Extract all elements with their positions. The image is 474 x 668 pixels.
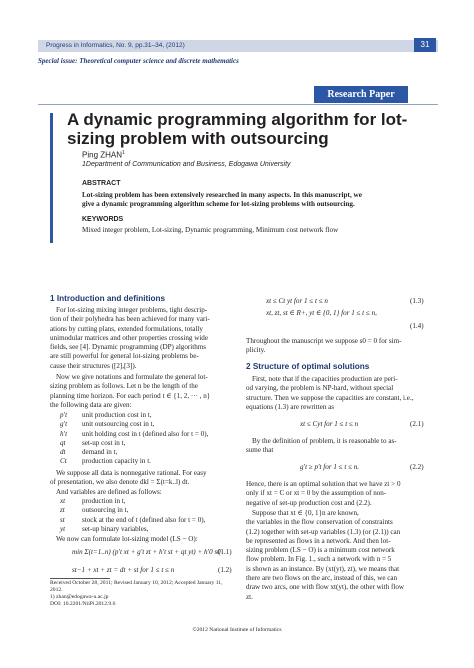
title-accent-bar — [50, 113, 53, 243]
def-value: unit outsourcing cost in t, — [82, 420, 155, 429]
def-key: xt — [60, 497, 66, 505]
header-rule — [38, 104, 438, 105]
equation-1-1-number: (1.1) — [218, 548, 232, 556]
definition-row — [60, 448, 240, 457]
left-paragraph-2 — [50, 373, 238, 410]
footnote-line: 1) zhan@edogawa-u.ac.jp — [50, 594, 109, 600]
text-line: sizing problem (LS − O) is a minimum cost network — [246, 546, 395, 555]
text-line: cause their structures ([2],[3]). — [50, 361, 137, 370]
def-value: stock at the end of t (defined also for t = 0), — [82, 515, 206, 524]
text-line: structure. Then we suppose the capacities are constant, i.e., — [246, 393, 414, 402]
text-line: For lot-sizing mixing integer problems, tight descrip- — [56, 306, 208, 314]
text-line: draw two arcs, one with flow xt(yt), the other with flow — [246, 583, 404, 592]
equation-2-1-number: (2.1) — [410, 420, 424, 428]
text-line: Now we give notations and formulate the general lot- — [56, 373, 208, 381]
definition-row — [60, 516, 240, 525]
right-paragraph-2 — [246, 375, 434, 412]
text-line: fields, see [4]. Dynamic programming (DP) algorithms — [50, 343, 207, 352]
keywords-text: Mixed integer problem, Lot-sizing, Dynamic programming, Minimum cost network flow — [82, 226, 339, 234]
text-line: Suppose that xt ∈ {0, 1}n are known, — [252, 509, 359, 517]
equation-2-1: xt ≤ Cyt for 1 ≤ t ≤ n — [300, 420, 359, 428]
text-line: Throughout the manuscript we suppose s0 = 0 for sim- — [246, 337, 402, 345]
text-line: planning time horizon. For each period t ∈ {1, 2, ··· , n} — [50, 391, 211, 400]
text-line: of presentation, we also denote dkl = Σ(t=k..l) dt. — [50, 478, 190, 487]
def-value: unit holding cost in t (defined also for t = 0), — [82, 429, 209, 438]
text-line: od varying, the problem is NP-hard, without special — [246, 384, 394, 393]
definition-row — [60, 420, 240, 429]
text-line: sizing problem as follows. Let n be the length of the — [50, 382, 198, 391]
text-line: be represented as flows in a network. And then lot- — [246, 536, 391, 545]
def-key: h't — [60, 429, 68, 438]
equation-2-2: g't ≥ p't for 1 ≤ t ≤ n. — [300, 463, 360, 471]
text-line: equations (1.3) are rewritten as — [246, 402, 335, 411]
equation-2-2-number: (2.2) — [410, 463, 424, 471]
left-paragraph-3 — [50, 469, 238, 497]
article-type-badge: Research Paper — [314, 86, 408, 103]
text-line: Hence, there is an optimal solution that we have zt > 0 — [246, 480, 401, 488]
def-value: set-up binary variables, — [82, 524, 149, 533]
text-line: unimodular matrices and other properties crossing wide — [50, 333, 208, 342]
definition-row — [60, 439, 240, 448]
paper-title: A dynamic programming algorithm for lot-sizing problem with outsourcing — [67, 110, 408, 148]
def-value: demand in t, — [82, 448, 118, 457]
author-affiliation: 1Department of Communication and Business, Edogawa University — [82, 161, 291, 168]
copyright-footer: ©2012 National Institute of Informatics — [192, 627, 282, 633]
abstract-heading: ABSTRACT — [82, 180, 121, 187]
text-line: the variables in the flow conservation of constraints — [246, 518, 393, 527]
definition-row — [60, 525, 240, 534]
author-name — [82, 150, 125, 160]
def-value: unit production cost in t, — [82, 411, 152, 419]
text-line: only if xt = C or xt = 0 by the assumption of non- — [246, 489, 387, 498]
data-definitions — [60, 411, 240, 467]
keywords-heading: KEYWORDS — [82, 216, 124, 223]
text-line: By the definition of problem, it is reasonable to as- — [252, 437, 397, 445]
left-paragraph-1 — [50, 306, 238, 371]
text-line: First, note that if the capacities production are peri- — [252, 375, 398, 383]
def-key: g't — [60, 420, 68, 429]
section-1-heading: 1 Introduction and definitions — [50, 294, 166, 303]
section-2-heading: 2 Structure of optimal solutions — [246, 362, 370, 371]
text-line: sume that — [246, 446, 274, 455]
abstract-line-2: give a dynamic programming algorithm scheme for lot-sizing problems with outsourcing. — [82, 200, 355, 208]
text-line: are still powerful for general lot-sizing problems be- — [50, 352, 199, 361]
journal-citation: Progress in Informatics, No. 9, pp.31–34, (2012) — [46, 42, 185, 49]
equation-1-3-number: (1.3) — [410, 297, 424, 305]
author-name-text: Ping ZHAN — [82, 150, 123, 160]
text-line: is shown as an instance. By (xt(yt), zt), we means that — [246, 564, 400, 573]
right-paragraph-3 — [246, 437, 434, 456]
definition-row — [60, 411, 240, 420]
equation-1-4-number: (1.4) — [410, 322, 424, 330]
def-key: st — [60, 515, 65, 524]
right-paragraph-1 — [246, 337, 434, 356]
text-line: there are two flows on the arc, instead of this, we can — [246, 574, 398, 583]
footnotes — [50, 580, 240, 608]
equation-1-2-number: (1.2) — [218, 566, 232, 574]
text-line: negative of set-up production cost and (2.2). — [246, 498, 372, 507]
def-key: qt — [60, 438, 66, 447]
variable-definitions — [60, 497, 240, 534]
text-line: flow problem. In Fig. 1., such a network with n = 5 — [246, 555, 392, 564]
right-paragraph-4 — [246, 480, 434, 508]
author-sup: 1 — [122, 150, 125, 156]
def-key: zt — [60, 506, 65, 515]
equation-1-1: min Σ(t=1..n) (p't xt + g't zt + h't st + qt yt) + h'0 s0 — [72, 548, 221, 556]
text-line: We suppose all data is nonnegative rational. For easy — [56, 469, 207, 477]
definition-row — [60, 457, 240, 466]
text-line: ations by cutting plans, extended formulations, totally — [50, 324, 203, 333]
left-paragraph-4: We now can formulate lot-sizing model (LS − O): — [56, 535, 198, 543]
footnote-line: Received October 28, 2011; Revised January 10, 2012; Accepted January 11, — [50, 580, 223, 586]
def-key: yt — [60, 524, 66, 533]
text-line: (1.2) together with set-up variables (1.3) (or (2.1)) can — [246, 527, 401, 536]
text-line: plicity. — [246, 346, 266, 355]
footnote-line: DOI: 10.2201/NiiPi.2012.9.6 — [50, 601, 116, 607]
footnote-line: 2012. — [50, 587, 63, 593]
text-line: zt. — [246, 592, 253, 601]
abstract-line-1: Lot-sizing problem has been extensively researched in many aspects. In this manuscript, we — [82, 191, 362, 199]
definition-row — [60, 506, 240, 515]
def-key: Ct — [60, 457, 67, 466]
right-paragraph-5 — [246, 509, 434, 602]
equation-1-4: xt, zt, st ∈ R+, yt ∈ {0, 1} for 1 ≤ t ≤ n, — [266, 309, 377, 317]
text-line: And variables are defined as follows: — [56, 487, 162, 496]
special-issue-line: Special issue: Theoretical computer science and discrete mathematics — [38, 57, 239, 65]
def-value: production in t, — [82, 497, 126, 505]
footnote-rule — [50, 578, 110, 579]
page-number: 31 — [414, 38, 436, 52]
equation-1-2: st−1 + xt + zt = dt + st for 1 ≤ t ≤ n — [72, 566, 175, 574]
definition-row — [60, 497, 240, 506]
def-key: p't — [60, 411, 68, 419]
equation-1-3: xt ≤ Ct yt for 1 ≤ t ≤ n — [266, 297, 328, 305]
def-key: dt — [60, 448, 66, 457]
text-line: tion of their polyhedra has been achieved for many vari- — [50, 315, 210, 324]
def-value: outsourcing in t, — [82, 506, 129, 515]
text-line: the following data are given: — [50, 400, 132, 409]
def-value: production capacity in t. — [82, 457, 151, 466]
def-value: set-up cost in t, — [82, 438, 126, 447]
definition-row — [60, 430, 240, 439]
